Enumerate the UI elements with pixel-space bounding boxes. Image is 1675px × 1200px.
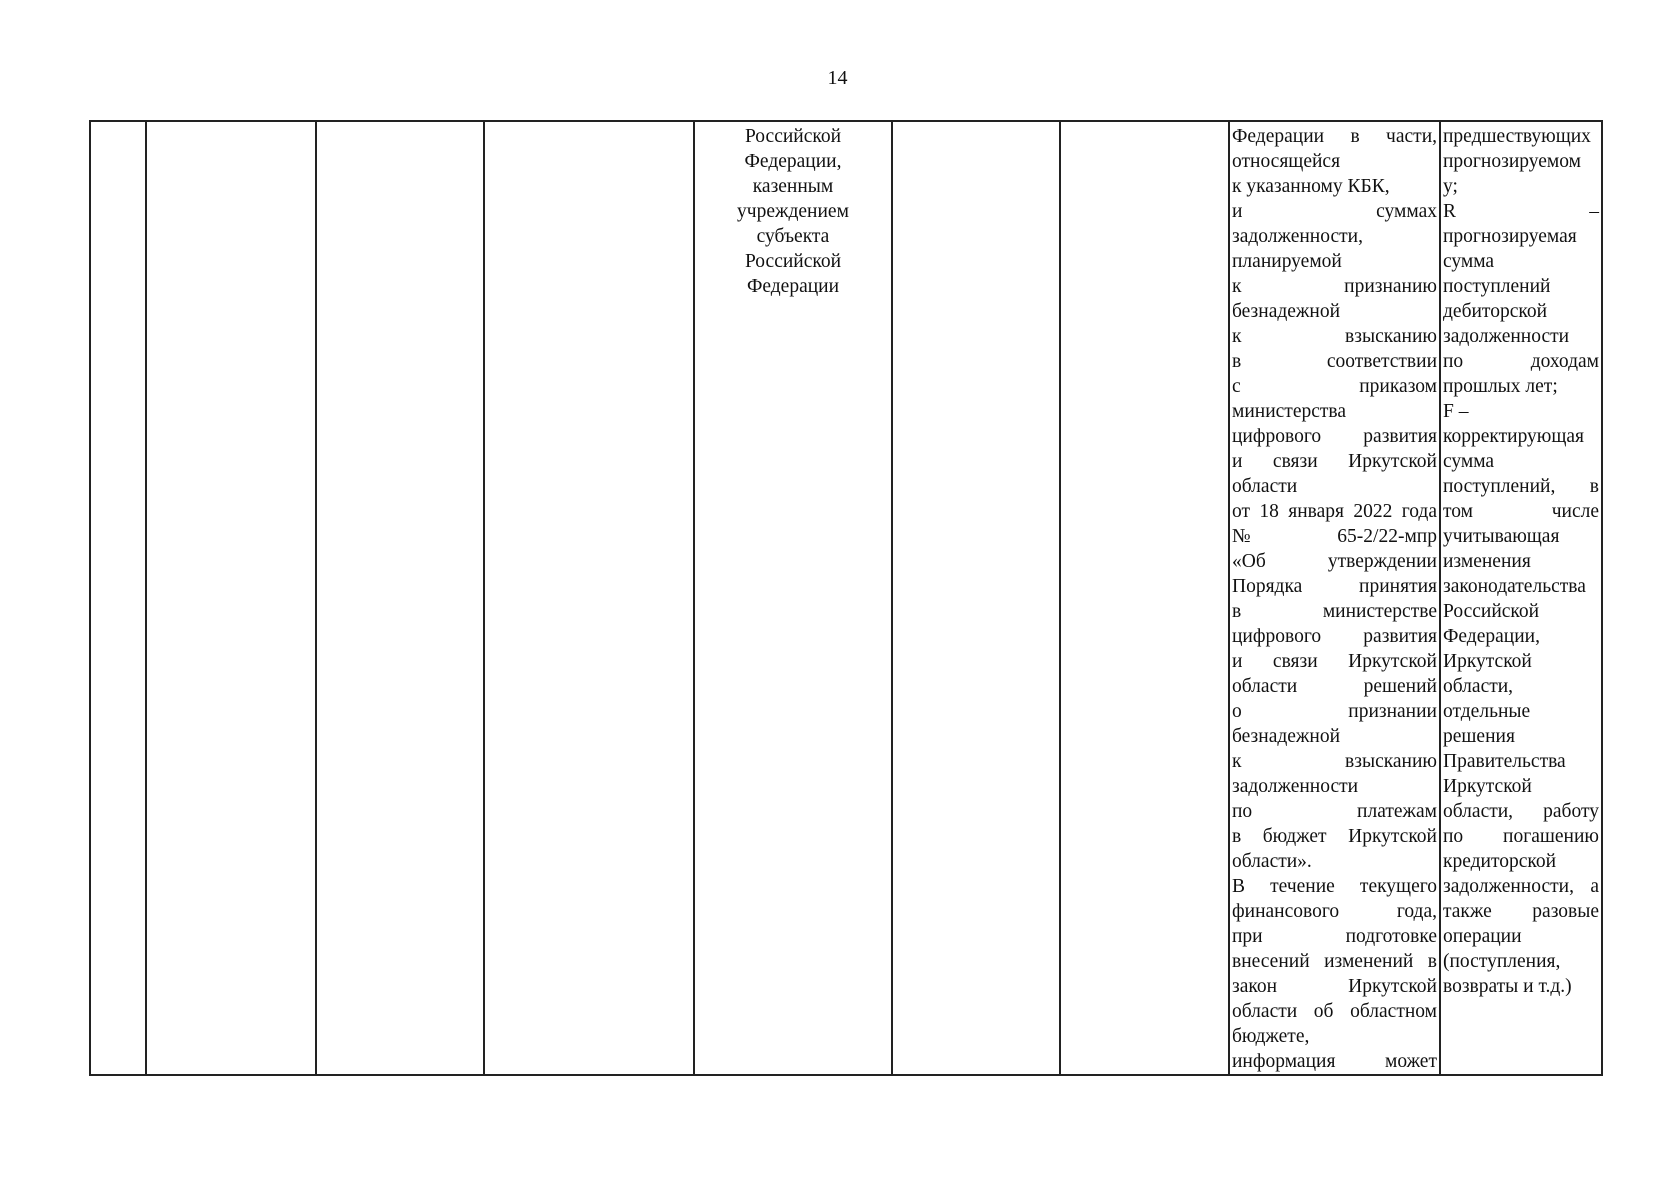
col5-text [696, 124, 890, 299]
text-line: задолженности, а [1443, 876, 1599, 897]
text-line: отдельные [1443, 701, 1531, 722]
text-line: № 65-2/22-мпр [1232, 526, 1437, 547]
text-line: также разовые [1443, 901, 1599, 922]
text-line: прошлых лет; [1443, 376, 1558, 397]
table-cell-col7 [1060, 121, 1229, 1075]
text-line: поступлений [1443, 276, 1551, 297]
text-line: министерства [1232, 401, 1347, 422]
text-line: цифрового развития [1232, 426, 1437, 447]
table-cell-col3 [316, 121, 484, 1075]
text-line: к взысканию [1232, 326, 1437, 347]
text-line: Иркутской [1443, 651, 1532, 672]
text-line: и связи Иркутской [1232, 651, 1437, 672]
text-line: изменения [1443, 551, 1531, 572]
text-line: у; [1443, 176, 1458, 197]
text-line: Иркутской [1443, 776, 1532, 797]
text-line: области [1232, 476, 1298, 497]
text-line: безнадежной [1232, 726, 1341, 747]
text-line: субъекта [756, 226, 830, 247]
text-line: задолженности, [1232, 226, 1363, 247]
text-line: возвраты и т.д.) [1443, 976, 1572, 997]
text-line: задолженности [1232, 776, 1359, 797]
text-line: в бюджет Иркутской [1232, 826, 1437, 847]
page-number: 14 [827, 67, 848, 89]
text-line: по погашению [1443, 826, 1599, 847]
text-line: Федерации в части, [1232, 126, 1437, 147]
text-line: по доходам [1443, 351, 1599, 372]
text-line: Порядка принятия [1232, 576, 1437, 597]
text-line: к указанному КБК, [1232, 176, 1390, 197]
text-line: Федерации, [1443, 626, 1540, 647]
col9-text [1443, 124, 1599, 999]
text-line: и связи Иркутской [1232, 451, 1437, 472]
text-line: казенным [752, 176, 834, 197]
text-line: при подготовке [1232, 926, 1437, 947]
text-line: в министерстве [1232, 601, 1437, 622]
text-line: F – [1443, 401, 1469, 422]
text-line: R – [1443, 201, 1599, 222]
text-line: поступлений, в [1443, 476, 1599, 497]
text-line: законодательства [1443, 576, 1586, 597]
text-line: закон Иркутской [1232, 976, 1437, 997]
text-line: к признанию [1232, 276, 1437, 297]
text-line: задолженности [1443, 326, 1570, 347]
table-cell-col8 [1229, 121, 1440, 1075]
text-line: Российской [1443, 601, 1540, 622]
text-line: цифрового развития [1232, 626, 1437, 647]
text-line: Федерации, [744, 151, 842, 172]
text-line: сумма [1443, 251, 1495, 272]
table-cell-col5 [694, 121, 892, 1075]
text-line: операции [1443, 926, 1522, 947]
text-line: сумма [1443, 451, 1495, 472]
text-line: информация может [1232, 1051, 1437, 1072]
text-line: учитывающая [1443, 526, 1560, 547]
text-line: «Об утверждении [1232, 551, 1437, 572]
table-cell-col6 [892, 121, 1060, 1075]
text-line: предшествующих [1443, 126, 1591, 147]
text-line: области решений [1232, 676, 1437, 697]
table-row [90, 121, 1602, 1075]
text-line: прогнозируемом [1443, 151, 1581, 172]
text-line: том числе [1443, 501, 1599, 522]
text-line: внесений изменений в [1232, 951, 1437, 972]
text-line: Российской [744, 251, 842, 272]
text-line: В течение текущего [1232, 876, 1437, 897]
text-line: области». [1232, 851, 1312, 872]
text-line: по платежам [1232, 801, 1437, 822]
text-line: корректирующая [1443, 426, 1585, 447]
text-line: о признании [1232, 701, 1437, 722]
text-line: (поступления, [1443, 951, 1561, 972]
text-line: кредиторской [1443, 851, 1557, 872]
text-line: безнадежной [1232, 301, 1341, 322]
table-cell-col1 [90, 121, 146, 1075]
table-cell-col9 [1440, 121, 1602, 1075]
text-line: планируемой [1232, 251, 1342, 272]
text-line: прогнозируемая [1443, 226, 1577, 247]
text-line: в соответствии [1232, 351, 1437, 372]
text-line: дебиторской [1443, 301, 1548, 322]
table-cell-col4 [484, 121, 694, 1075]
text-line: финансового года, [1232, 901, 1437, 922]
text-line: к взысканию [1232, 751, 1437, 772]
table-cell-col2 [146, 121, 316, 1075]
text-line: области, [1443, 676, 1514, 697]
text-line: от 18 января 2022 года [1232, 501, 1437, 522]
text-line: с приказом [1232, 376, 1437, 397]
text-line: области, работу [1443, 801, 1599, 822]
text-line: относящейся [1232, 151, 1341, 172]
text-line: бюджете, [1232, 1026, 1310, 1047]
text-line: области об областном [1232, 1001, 1437, 1022]
col8-text [1232, 124, 1437, 1074]
text-line: и суммах [1232, 201, 1437, 222]
text-line: Федерации [746, 276, 840, 297]
text-line: решения [1443, 726, 1515, 747]
text-line: Правительства [1443, 751, 1566, 772]
text-line: Российской [744, 126, 842, 147]
text-line: учреждением [737, 201, 849, 222]
document-table [89, 120, 1603, 1076]
